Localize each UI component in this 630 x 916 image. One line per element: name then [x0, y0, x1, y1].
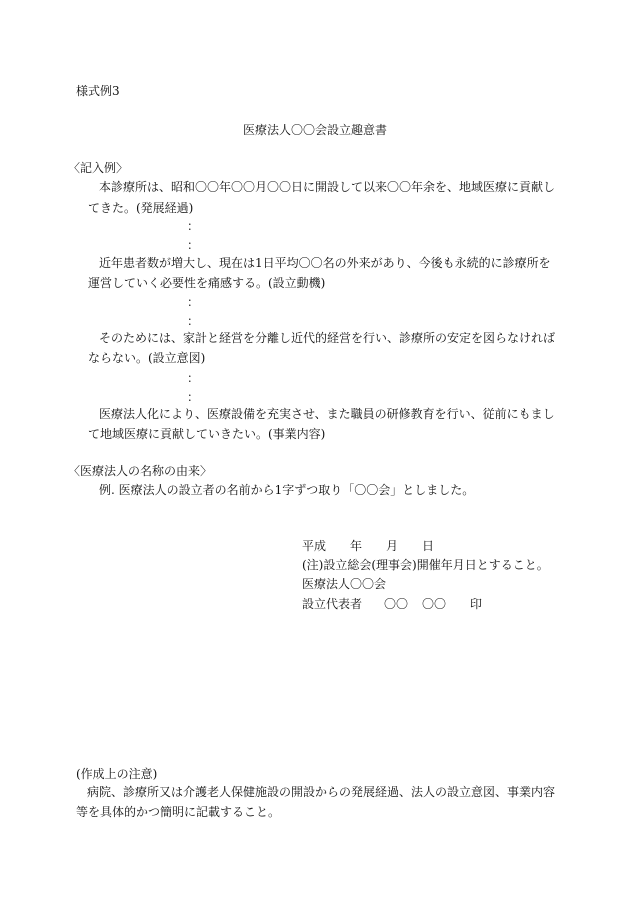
representative-given-name: 〇〇 [422, 597, 447, 611]
date-day: 日 [422, 539, 435, 553]
para-motive-line1: 近年患者数が増大し、現在は1日平均〇〇名の外来があり、今後も永続的に診療所を [99, 256, 551, 270]
date-month: 月 [386, 539, 399, 553]
representative-surname: 〇〇 [384, 597, 409, 611]
example-heading: 〈記入例〉 [68, 161, 129, 175]
para-business-line2: て地域医療に貢献していきたい。(事業内容) [88, 427, 326, 441]
ellipsis-colon: ： [187, 219, 200, 233]
para-intent-line2: ならない。(設立意図) [88, 351, 206, 365]
notes-line1: 病院、診療所又は介護老人保健施設の開設からの発展経過、法人の設立意図、事業内容 [87, 785, 556, 799]
notes-heading: (作成上の注意) [76, 767, 158, 781]
notes-line2: 等を具体的かつ簡明に記載すること。 [76, 805, 281, 819]
corporation-name: 医療法人〇〇会 [302, 577, 387, 591]
name-origin-text: 例. 医療法人の設立者の名前から1字ずつ取り「〇〇会」としました。 [99, 483, 475, 497]
seal-mark: 印 [470, 597, 483, 611]
ellipsis-colon: ： [187, 295, 200, 309]
date-note: (注)設立総会(理事会)開催年月日とすること。 [302, 558, 549, 572]
ellipsis-colon: ： [187, 371, 200, 385]
document-title: 医療法人〇〇会設立趣意書 [243, 123, 388, 137]
para-business-line1: 医療法人化により、医療設備を充実させ、また職員の研修教育を行い、従前にもまし [99, 407, 555, 421]
name-origin-heading: 〈医療法人の名称の由来〉 [68, 464, 213, 478]
representative-line [302, 598, 482, 610]
date-line [302, 540, 434, 552]
para-development-line2: てきた。(発展経過) [88, 201, 194, 215]
date-era: 平成 [302, 539, 327, 553]
ellipsis-colon: ： [187, 314, 200, 328]
ellipsis-colon: ： [187, 390, 200, 404]
representative-label: 設立代表者 [302, 597, 363, 611]
ellipsis-colon: ： [187, 238, 200, 252]
form-label: 様式例3 [76, 84, 120, 98]
para-motive-line2: 運営していく必要性を痛感する。(設立動機) [88, 276, 326, 290]
date-year: 年 [350, 539, 363, 553]
para-development-line1: 本診療所は、昭和〇〇年〇〇月〇〇日に開設して以来〇〇年余を、地域医療に貢献し [99, 180, 556, 194]
para-intent-line1: そのためには、家計と経営を分離し近代的経営を行い、診療所の安定を図らなければ [99, 331, 556, 345]
